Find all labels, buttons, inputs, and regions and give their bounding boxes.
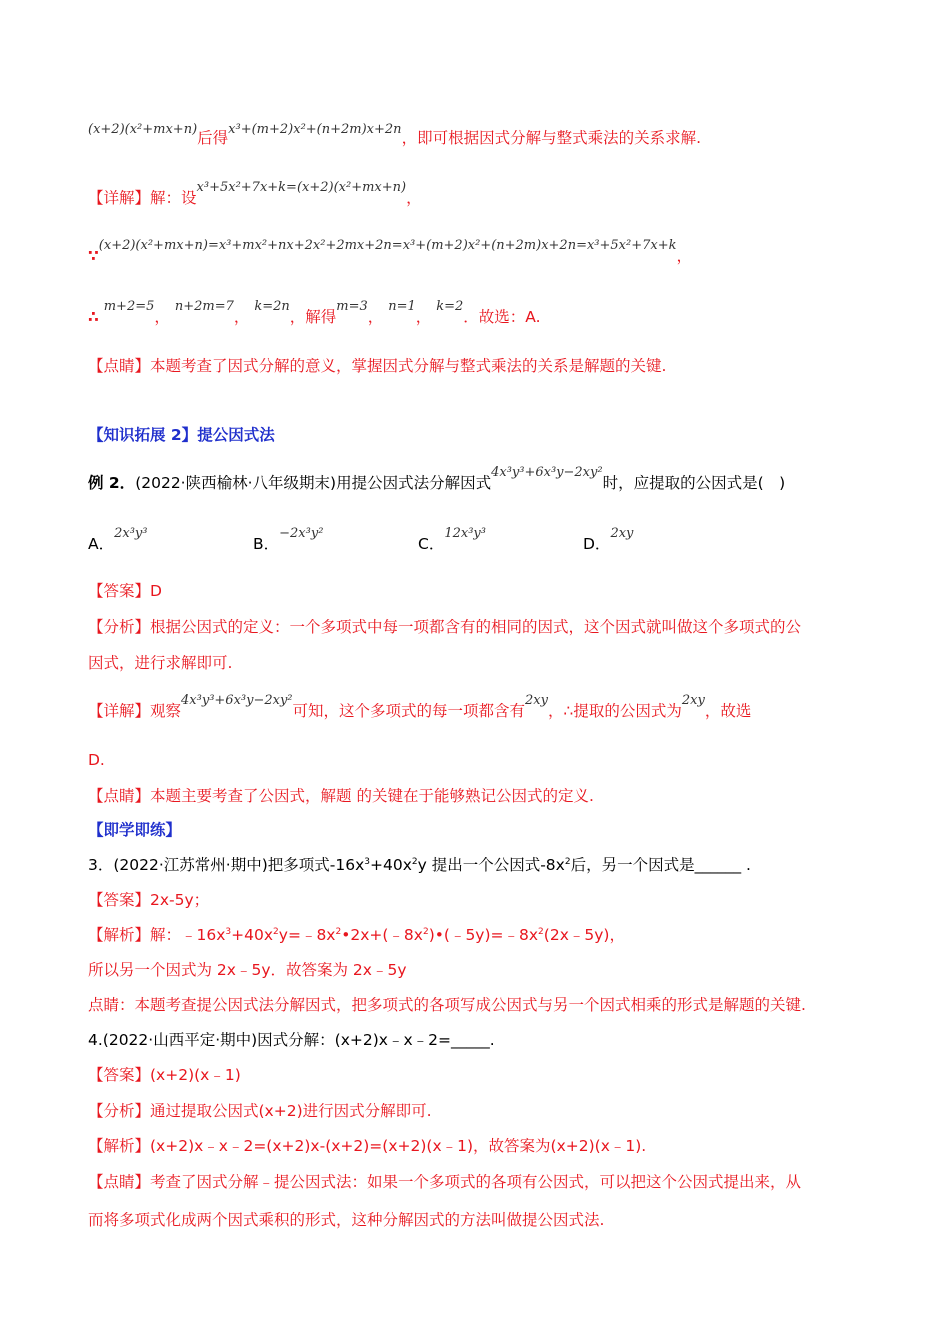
text: 观察 [150,702,182,720]
math-expression: (x+2)(x²+mx+n)=x³+mx²+nx+2x²+2mx+2n=x³+(m+2)x²+(n+2m)x+2n=x³+5x²+7x+k [98,238,677,253]
example-label: 例 2． [88,474,136,492]
tip-line [88,786,594,806]
text: •2x+(﹣8x [341,926,423,944]
text: +40x [369,856,412,874]
math-expression: m+2=5 [103,299,155,314]
detail-line [88,693,752,723]
text: 后，另一个因式是______ . [570,856,751,874]
math-expression: n=1 [388,299,416,314]
text: (2022·陕西榆林·八年级期末)用提公因式法分解因式 [135,474,492,492]
separator: ， [233,308,250,326]
line-2 [88,180,422,210]
heading-title: 提公因式法 [197,426,275,444]
text: ，∴提取的公因式为 [547,702,682,720]
superscript: 2 [411,856,418,867]
math-expression: 2x³y³ [114,526,148,541]
q3-solution-line-2: 所以另一个因式为 2x﹣5y．故答案为 2x﹣5y [88,961,407,979]
q4-tip-line-1: 【点睛】考查了因式分解﹣提公因式法：如果一个多项式的各项有公因式，可以把这个公因式提出来，从 [88,1173,802,1191]
math-expression: (x+2)(x²+mx+n) [88,122,198,137]
text: 时，应提取的公因式是( ) [602,474,786,492]
example-question [88,465,786,495]
text: ，解得 [289,308,337,326]
answer: 【答案】D [88,582,162,600]
therefore-symbol: ∴ [88,308,99,326]
text: 本题考查了因式分解的意义，掌握因式分解与整式乘法的关系是解题的关键. [150,357,667,375]
separator: ， [367,308,384,326]
line-3 [88,238,692,268]
text: +40x [231,926,274,944]
superscript: 2 [422,926,429,937]
option-c[interactable] [418,526,486,556]
superscript: 2 [538,926,544,937]
practice-heading: 【即学即练】 [88,821,182,839]
q3-answer: 【答案】2x-5y； [88,891,210,909]
math-expression: 4x³y³+6x³y−2xy² [181,693,293,708]
math-expression: k=2 [436,299,464,314]
heading-prefix: 【知识拓展 2】 [88,426,198,444]
text: 3．(2022·江苏常州·期中)把多项式-16x [88,856,365,874]
text: 后得 [197,129,229,147]
detail-end: D. [88,751,105,769]
detail-tag: 【详解】 [88,189,151,207]
text: 根据公因式的定义：一个多项式中每一项都含有的相同的因式，这个因式就叫做这个多项式的公 [150,618,802,636]
math-expression: k=2n [254,299,290,314]
math-expression: 2xy [525,693,548,708]
math-expression: −2x³y² [279,526,324,541]
separator: ， [154,308,170,326]
superscript: 2 [564,856,571,867]
text: (2x﹣5y)， [543,926,625,944]
math-expression: x³+(m+2)x²+(n+2m)x+2n [228,122,402,137]
option-label: A． [88,535,115,553]
text: ， [676,247,692,265]
math-expression: 2xy [681,693,705,708]
option-label: D． [583,535,611,553]
option-d[interactable] [583,526,634,556]
superscript: 2 [273,926,279,937]
line-5 [88,356,666,376]
tip-tag: 【点睛】 [88,357,151,375]
line-1 [88,122,701,150]
solution-tag: 【解析】 [88,926,151,944]
math-expression: 4x³y³+6x³y−2xy² [491,465,603,480]
math-expression: 2xy [610,526,634,541]
q3-solution [88,925,625,945]
text: ，故选 [704,702,752,720]
math-expression: n+2m=7 [174,299,234,314]
text: ．故选：A. [463,308,541,326]
superscript: 3 [364,856,370,867]
analysis-line-2: 因式，进行求解即可. [88,654,233,672]
options-row [88,526,848,554]
q3-tip: 点睛：本题考查提公因式法分解因式，把多项式的各项写成公因式与另一个因式相乘的形式是解题的关键. [88,996,806,1014]
q4-solution: 【解析】(x+2)x﹣x﹣2=(x+2)x-(x+2)=(x+2)(x﹣1)，故答案为(x+2)(x﹣1). [88,1137,647,1155]
text: 解：设 [150,189,197,207]
section-heading [88,425,275,445]
text: y=﹣8x [278,926,336,944]
math-expression: m=3 [336,299,368,314]
superscript: 3 [225,926,232,937]
option-b[interactable] [253,526,324,556]
detail-tag: 【详解】 [88,702,151,720]
question-3 [88,855,751,875]
question-4: 4.(2022·山西平定·期中)因式分解：(x+2)x﹣x﹣2=_____. [88,1031,495,1049]
text: 可知，这个多项式的每一项都含有 [292,702,526,720]
separator: ， [415,308,432,326]
q4-analysis: 【分析】通过提取公因式(x+2)进行因式分解即可. [88,1102,432,1120]
text: 解：﹣16x [150,926,226,944]
because-symbol: ∵ [88,247,99,265]
text: ，即可根据因式分解与整式乘法的关系求解. [401,129,701,147]
tip-tag: 【点睛】 [88,787,151,805]
q4-answer: 【答案】(x+2)(x﹣1) [88,1066,241,1084]
analysis-tag: 【分析】 [88,618,151,636]
math-expression: 12x³y³ [444,526,486,541]
text: ， [406,189,422,207]
option-label: B． [253,535,280,553]
math-expression: x³+5x²+7x+k=(x+2)(x²+mx+n) [196,180,407,195]
text: 本题主要考查了公因式，解题 的关键在于能够熟记公因式的定义. [150,787,594,805]
text: y 提出一个公因式-8x [417,856,565,874]
line-4 [88,299,541,329]
q4-tip-line-2: 而将多项式化成两个因式乘积的形式，这种分解因式的方法叫做提公因式法. [88,1211,605,1229]
text: )•(﹣5y)=﹣8x [428,926,539,944]
analysis-line-1 [88,617,801,637]
option-label: C． [418,535,445,553]
option-a[interactable] [88,526,148,556]
superscript: 2 [335,926,342,937]
